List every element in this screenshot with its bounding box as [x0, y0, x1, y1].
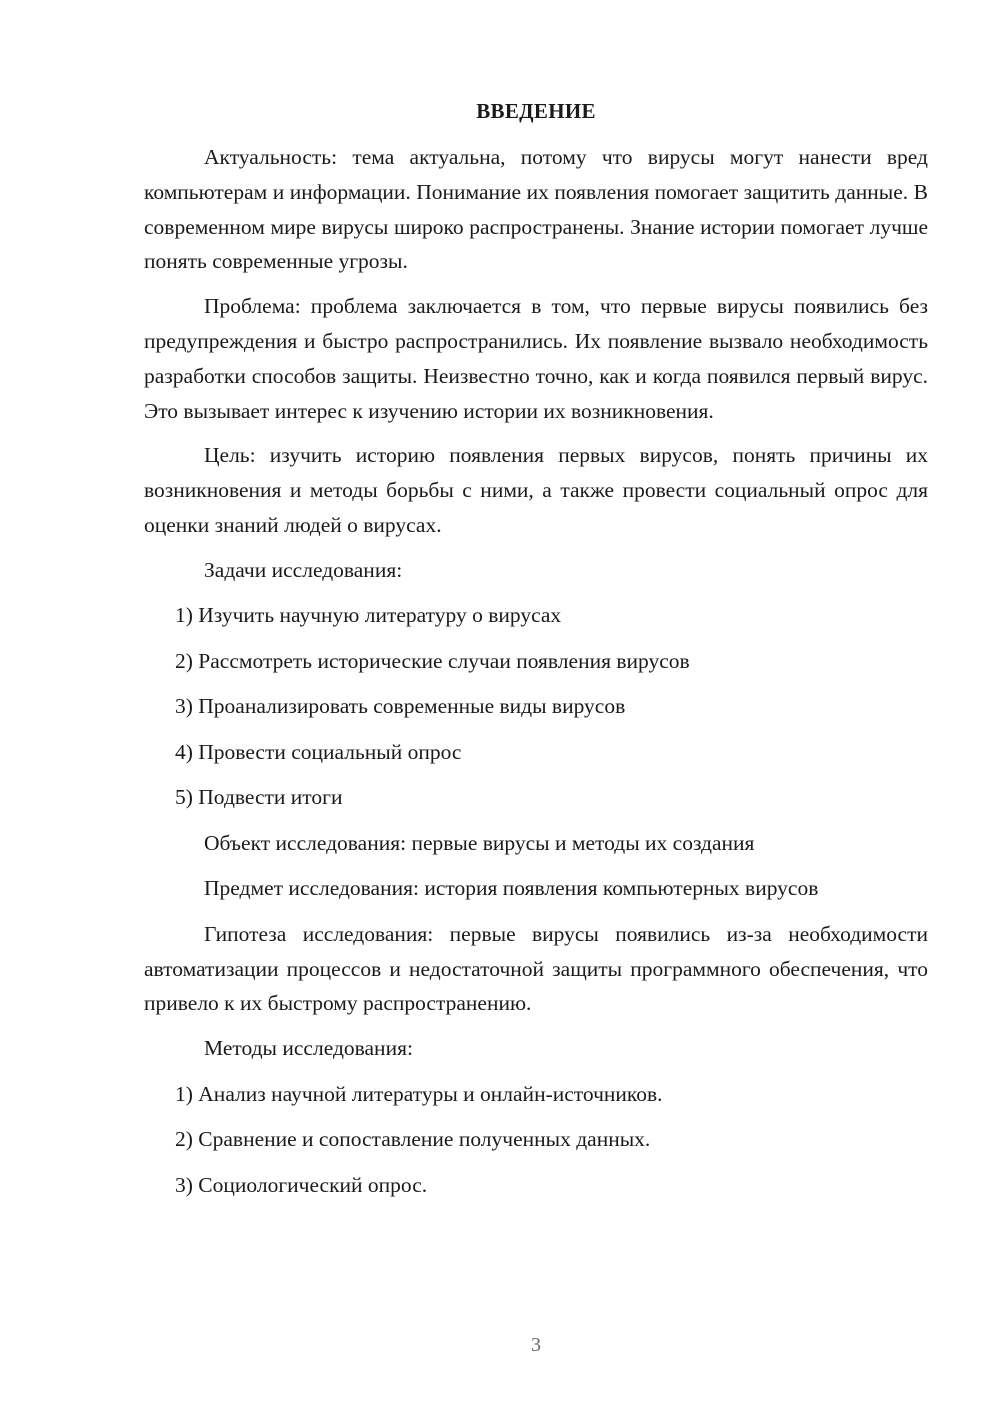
page-number: 3	[531, 1334, 541, 1356]
research-subject: Предмет исследования: история появления компьютерных вирусов	[204, 876, 819, 901]
problem-paragraph: Проблема: проблема заключается в том, что первые вирусы появились без предупреждения и быстро распространились. Их появление вызвало необходимость разработки способов защиты. Неизвестно точно, как и когда появился первый вирус. Это вызывает интерес к изучению истории их возникновения.	[144, 294, 928, 423]
research-object: Объект исследования: первые вирусы и методы их создания	[204, 830, 755, 855]
methods-list	[144, 1077, 928, 1202]
tasks-list	[144, 598, 928, 814]
hypothesis-paragraph: Гипотеза исследования: первые вирусы появились из-за необходимости автоматизации процессов и недостаточной защиты программного обеспечения, что привело к их быстрому распространению.	[144, 921, 928, 1016]
methods-label: Методы исследования:	[204, 1036, 413, 1061]
list-item: 1) Анализ научной литературы и онлайн-источников.	[175, 1081, 663, 1106]
list-item: 5) Подвести итоги	[175, 785, 343, 810]
list-item: 4) Провести социальный опрос	[175, 739, 462, 764]
list-item: 2) Сравнение и сопоставление полученных данных.	[175, 1127, 651, 1152]
list-item: 2) Рассмотреть исторические случаи появления вирусов	[175, 648, 690, 673]
goal-paragraph: Цель: изучить историю появления первых вирусов, понять причины их возникновения и методы борьбы с ними, а также провести социальный опрос для оценки знаний людей о вирусах.	[144, 443, 928, 537]
list-item: 1) Изучить научную литературу о вирусах	[175, 603, 562, 628]
tasks-label: Задачи исследования:	[204, 557, 403, 582]
document-body	[144, 96, 928, 1213]
list-item: 3) Социологический опрос.	[175, 1172, 428, 1197]
list-item: 3) Проанализировать современные виды вирусов	[175, 694, 626, 719]
relevance-paragraph: Актуальность: тема актуальна, потому что вирусы могут нанести вред компьютерам и информации. Понимание их появления помогает защитить данные. В современном мире вирусы широко распространены. Знание истории помогает лучше понять современные угрозы.	[144, 145, 928, 274]
section-title: ВВЕДЕНИЕ	[476, 99, 596, 123]
